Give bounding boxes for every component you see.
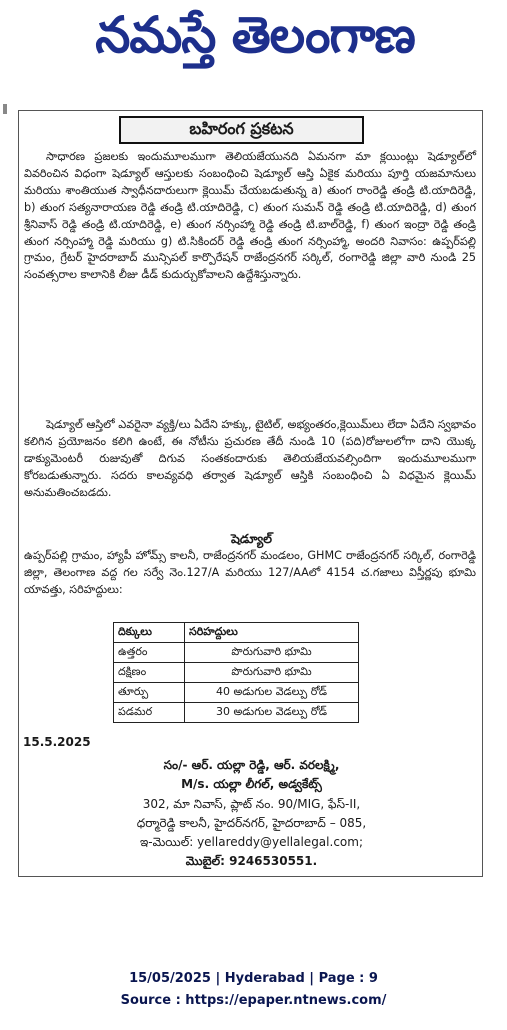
boundaries-table [113, 622, 359, 723]
newspaper-masthead: నమస్తే తెలంగాణ [95, 8, 415, 64]
table-cell-direction: తూర్పు [114, 683, 185, 703]
table-cell-direction: పడమర [114, 703, 185, 723]
notice-paragraph-1: సాధారణ ప్రజలకు ఇందుమూలముగా తెలియజేయునది ఏమనగా మా క్లయింట్లు షెడ్యూల్‌లో వివరించిన విధంగా షెడ్యూల్ ఆస్తులకు సంబంధించి షెడ్యూల్ ఆస్తి ఏకైక మరియు పూర్తి యజమానులు మరియు శాంతియుత స్వాధీనదారులుగా క్లెయిమ్ చేయబడుతున్న a) తుంగ రాంరెడ్డి తండ్రి టి.యాదిరెడ్డి, b) తుంగ సత్యనారాయణ రెడ్డి తండ్రి టి.యాదిరెడ్డి, c) తుంగ సుమన్ రెడ్డి తండ్రి టి.యాదిరెడ్డి, d) తుంగ శ్రీనివాస్ రెడ్డి తండ్రి టి.యాదిరెడ్డి, e) తుంగ నర్సింహ్మా రెడ్డి తండ్రి టి.బాల్‌రెడ్డి, f) తుంగ ఇంద్రా రెడ్డి తండ్రి తుంగ నర్సింహ్మా రెడ్డి మరియు g) టి.సికిందర్ రెడ్డి తండ్రి తుంగ నర్సింహ్మా, అందరి నివాసం: ఉప్పర్‌పల్లి గ్రామం, గ్రేటర్ హైదరాబాద్ మున్సిపల్ కార్పొరేషన్ రాజేంద్రనగర్ సర్కిల్, రంగారెడ్డి జిల్లా వారి నుండి 25 సంవత్సరాల కాలానికి లీజు డీడ్ కుదుర్చుకోవాలని ఉద్దేశిస్తున్నారు. [24, 150, 476, 282]
signature-address-1: 302, మా నివాస్, ప్లాట్ నం. 90/MIG, ఫేస్-II, [142, 797, 361, 811]
table-cell-direction: దక్షిణం [114, 663, 185, 683]
signature-firm: M/s. యల్లా లీగల్, అడ్వకేట్స్ [181, 777, 322, 791]
schedule-paragraph: ఉప్పర్‌పల్లి గ్రామం, హ్యాపీ హోమ్స్ కాలనీ, రాజేంద్రనగర్ మండలం, GHMC రాజేంద్రనగర్ సర్కిల్, రంగారెడ్డి జిల్లా, తెలంగాణ వద్ద గల సర్వే నెం.127/A మరియు 127/AAలో 4154 చ.గజాలు విస్తీర్ణపు భూమి యావత్తు, సరిహద్దులు: [24, 549, 476, 596]
footer-dateline: 15/05/2025 | Hyderabad | Page : 9 [129, 971, 378, 986]
signature-mobile: మొబైల్: 9246530551. [185, 854, 318, 868]
table-header-direction: దిక్కులు [114, 623, 185, 643]
notice-paragraph-2: షెడ్యూల్ ఆస్తిలో ఎవరైనా వ్యక్తి/లు ఏదేని హక్కు, టైటిల్, అభ్యంతరం,క్లెయిమ్‌లు లేదా ఏదేని స్వభావం కలిగిన ప్రయోజనం కలిగి ఉంటే, ఈ నోటీసు ప్రచురణ తేదీ నుండి 10 (పది)రోజులలోగా దాని యొక్క డాక్యుమెంటరీ రుజువుతో దిగువ సంతకందారుకు తెలియజేయవల్సిందిగా ఇందుమూలముగా కోరబడుతున్నారు. సదరు కాలవ్యవధి తర్వాత షెడ్యూల్ ఆస్తికి సంబంధించి ఏ విధమైన క్లెయిమ్ అనుమతించబడదు. [24, 418, 476, 499]
table-cell-boundary: 30 అడుగుల వెడల్పు రోడ్ [185, 703, 359, 723]
notice-clipping [18, 110, 483, 877]
table-header-boundary: సరిహద్దులు [185, 623, 359, 643]
margin-mark [3, 104, 7, 114]
table-cell-boundary: 40 అడుగుల వెడల్పు రోడ్ [185, 683, 359, 703]
footer-source: Source : https://epaper.ntnews.com/ [120, 993, 387, 1008]
signature-names: సం/- ఆర్. యల్లా రెడ్డి, ఆర్. వరలక్ష్మి, [163, 758, 340, 772]
table-row [114, 703, 359, 723]
table-header-row [114, 623, 359, 643]
signature-email: ఇ-మెయిల్: yellareddy@yellalegal.com; [139, 835, 363, 849]
table-row [114, 683, 359, 703]
table-row [114, 663, 359, 683]
schedule-title: షెడ్యూల్ [230, 531, 273, 546]
table-cell-direction: ఉత్తరం [114, 643, 185, 663]
table-cell-boundary: పొరుగువారి భూమి [185, 663, 359, 683]
table-cell-boundary: పొరుగువారి భూమి [185, 643, 359, 663]
notice-heading: బహిరంగ ప్రకటన [119, 116, 364, 144]
notice-date: 15.5.2025 [23, 735, 91, 749]
table-row [114, 643, 359, 663]
signature-address-2: ధర్మారెడ్డి కాలనీ, హైదర్‌నగర్, హైదరాబాద్ – 085, [136, 816, 367, 830]
